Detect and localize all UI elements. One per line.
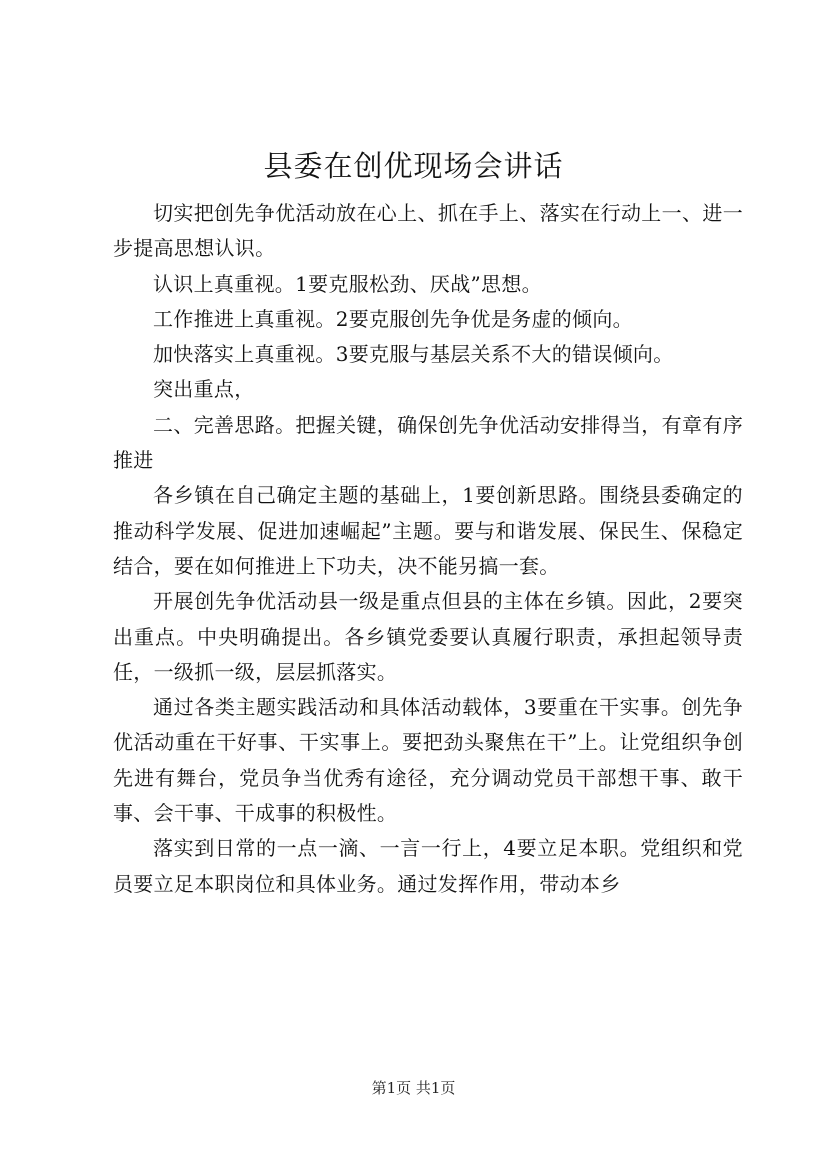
paragraph: 落实到日常的一点一滴、一言一行上，4要立足本职。党组织和党员要立足本职岗位和具体业务。通过发挥作用，带动本乡	[113, 836, 743, 896]
document-title: 县委在创优现场会讲话	[263, 149, 564, 183]
paragraph: 工作推进上真重视。2要克服创先争优是务虚的倾向。	[153, 306, 633, 331]
paragraph: 认识上真重视。1要克服松劲、厌战”思想。	[153, 271, 542, 296]
paragraph: 开展创先争优活动县一级是重点但县的主体在乡镇。因此，2要突出重点。中央明确提出。各乡镇党委要认真履行职责，承担起领导责任，一级抓一级，层层抓落实。	[113, 589, 743, 684]
page-number-footer: 第1页 共1页	[371, 1079, 456, 1097]
paragraph: 加快落实上真重视。3要克服与基层关系不大的错误倾向。	[153, 342, 674, 367]
paragraph: 切实把创先争优活动放在心上、抓在手上、落实在行动上一、进一步提高思想认识。	[113, 201, 743, 261]
paragraph: 突出重点，	[153, 377, 255, 402]
paragraph: 通过各类主题实践活动和具体活动载体，3要重在干实事。创先争优活动重在干好事、干实事上。要把劲头聚焦在干”上。让党组织争创先进有舞台，党员争当优秀有途径，充分调动党员干部想干事、敢干事、会干事、干成事的积极性。	[113, 695, 743, 826]
paragraph: 各乡镇在自己确定主题的基础上，1要创新思路。围绕县委确定的推动科学发展、促进加速崛起”主题。要与和谐发展、保民生、保稳定结合，要在如何推进上下功夫，决不能另搞一套。	[113, 483, 743, 578]
document-body	[113, 196, 743, 902]
paragraph: 二、完善思路。把握关键，确保创先争优活动安排得当，有章有序推进	[113, 412, 743, 473]
